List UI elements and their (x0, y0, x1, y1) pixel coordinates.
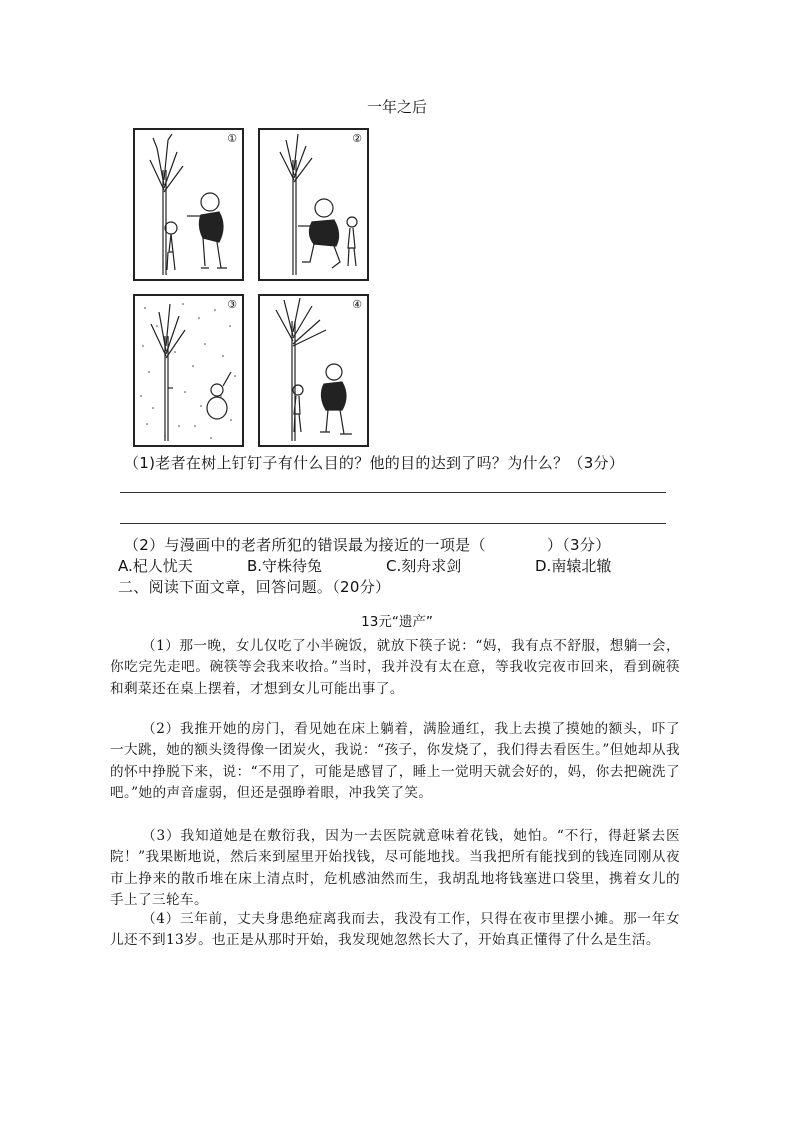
comic-panel-3-drawing (135, 296, 242, 445)
panel-number: ③ (227, 298, 237, 311)
story-title: 13元“遗产” (361, 614, 433, 630)
option-d: D.南辕北辙 (535, 557, 612, 575)
panel-number: ② (352, 132, 362, 145)
option-b: B.守株待兔 (247, 557, 323, 575)
paragraph-2: （2）我推开她的房门，看见她在床上躺着，满脸通红，我上去摸了摸她的额头，吓了一大跳，她的额头烫得像一团炭火，我说：“孩子，你发烧了，我们得去看医生。”但她却从我的怀中挣脱下来，说：“不用了，可能是感冒了，睡上一觉明天就会好的，妈，你去把碗洗了吧。”她的声音虚弱，但还是强睁着眼，冲我笑了笑。 (110, 721, 680, 801)
panel-number: ① (227, 132, 237, 145)
paragraph-3: （3）我知道她是在敷衍我，因为一去医院就意味着花钱，她怕。“不行，得赶紧去医院！”我果断地说，然后来到屋里开始找钱，尽可能地找。当我把所有能找到的钱连同刚从夜市上挣来的散币堆在床上清点时，危机感油然而生，我胡乱地将钱塞进口袋里，携着女儿的手上了三轮车。 (110, 828, 680, 908)
paragraph-1: （1）那一晚，女儿仅吃了小半碗饭，就放下筷子说：“妈，我有点不舒服，想躺一会，你吃完先走吧。碗筷等会我来收拾。”当时，我并没有太在意，等我收完夜市回来，看到碗筷和剩菜还在桌上摆着，才想到女儿可能出事了。 (110, 638, 680, 697)
paragraph-4: （4）三年前，丈夫身患绝症离我而去，我没有工作，只得在夜市里摆小摊。那一年女儿还不到13岁。也正是从那时开始，我发现她忽然长大了，开始真正懂得了什么是生活。 (110, 911, 680, 949)
option-c: C.刻舟求剑 (386, 557, 462, 575)
page-title: 一年之后 (366, 98, 427, 116)
answer-options (118, 555, 678, 577)
comic-panel-2-drawing (260, 130, 367, 279)
panel-number: ④ (352, 298, 362, 311)
section-2-heading: 二、阅读下面文章，回答问题。（20分） (118, 578, 391, 596)
answer-line-1 (120, 492, 666, 493)
comic-panel-3 (133, 294, 244, 447)
option-a: A.杞人忧天 (118, 557, 193, 575)
comic-panel-2 (258, 128, 369, 281)
answer-line-2 (120, 523, 666, 524)
comic-panel-4 (258, 294, 369, 447)
comic-panel-1-drawing (135, 130, 242, 279)
question-2: （2）与漫画中的老者所犯的错误最为接近的一项是（ ）（3分） (124, 536, 611, 554)
comic-panel-1 (133, 128, 244, 281)
question-1: （1)老者在树上钉钉子有什么目的？他的目的达到了吗？为什么？（3分） (124, 454, 625, 472)
comic-panel-4-drawing (260, 296, 367, 445)
